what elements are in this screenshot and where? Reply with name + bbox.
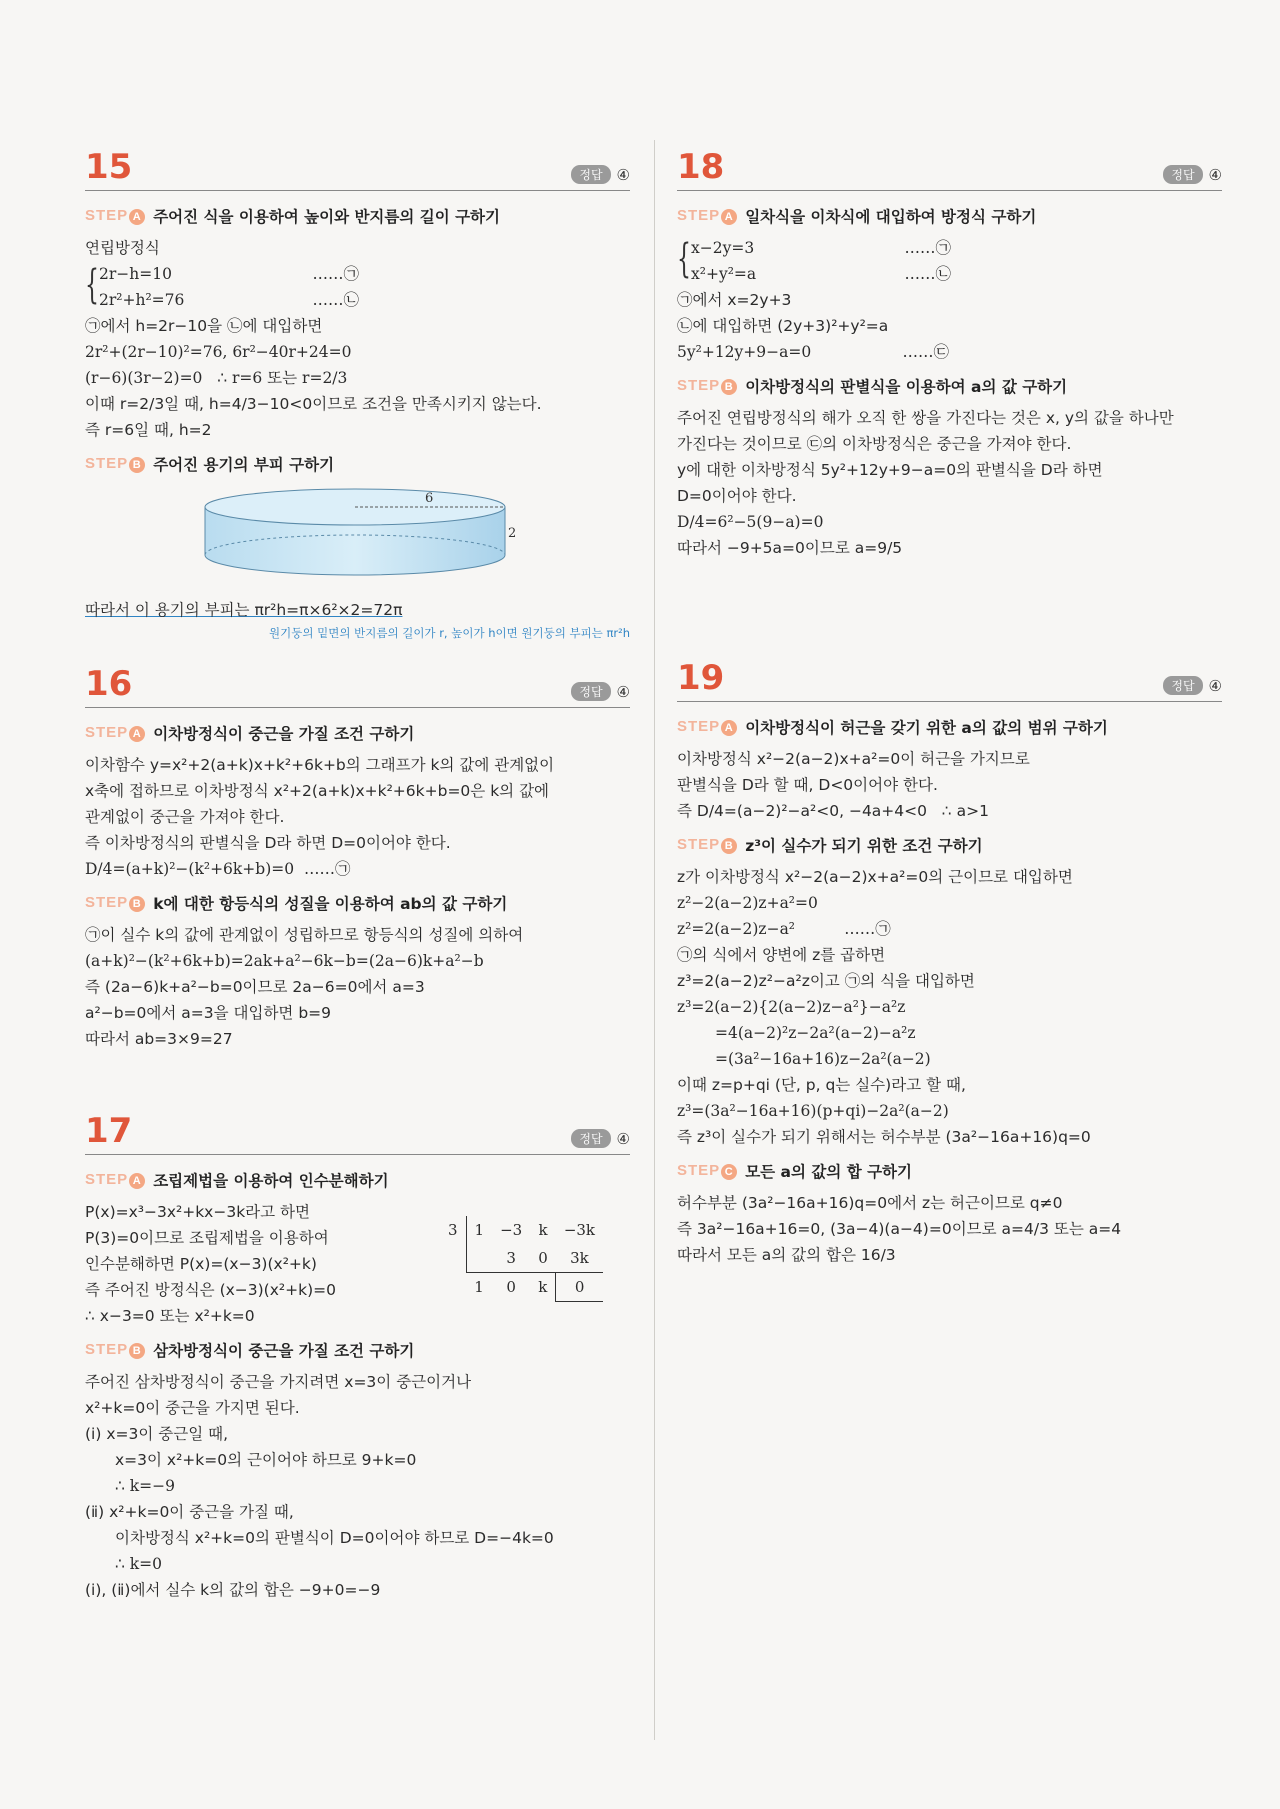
step-a [677, 716, 1222, 738]
step-title: 모든 a의 값의 합 구하기 [745, 1163, 912, 1181]
text-line: 연립방정식 [85, 239, 160, 257]
step-title: z³이 실수가 되기 위한 조건 구하기 [745, 837, 983, 855]
problem-17 [85, 1104, 630, 1603]
answer [571, 165, 630, 184]
text-line: 따라서 이 용기의 부피는 πr²h=π×6²×2=72π [85, 601, 403, 619]
text-line: 허수부분 (3a²−16a+16)q=0에서 z는 허근이므로 q≠0 [677, 1194, 1063, 1212]
text-line: D/4=(a+k)²−(k²+6k+b)=0 ……㉠ [85, 860, 351, 878]
cell: 3k [556, 1244, 603, 1273]
text-line: 즉 주어진 방정식은 (x−3)(x²+k)=0 [85, 1281, 336, 1299]
problem-number: 15 [85, 147, 133, 187]
step-tag: STEP B [85, 894, 145, 912]
equation: x²+y²=a [691, 265, 757, 283]
step-b [677, 375, 1222, 397]
text-line: ㉡에 대입하면 (2y+3)²+y²=a [677, 317, 889, 335]
text-line: 즉 (2a−6)k+a²−b=0이므로 2a−6=0에서 a=3 [85, 978, 425, 996]
step-tag: STEP B [677, 836, 737, 854]
remainder-cell: 0 [556, 1273, 603, 1302]
text-line: 따라서 −9+5a=0이므로 a=9/5 [677, 539, 903, 557]
text-line: (ⅰ), (ⅱ)에서 실수 k의 값의 합은 −9+0=−9 [85, 1581, 381, 1599]
height-label: 2 [508, 526, 517, 541]
text-line: 이차함수 y=x²+2(a+k)x+k²+6k+b의 그래프가 k의 값에 관계없이 [85, 756, 555, 774]
step-tag: STEP A [677, 207, 737, 225]
answer-value: ④ [1208, 165, 1222, 184]
text-line: z가 이차방정식 x²−2(a−2)x+a²=0의 근이므로 대입하면 [677, 868, 1073, 886]
text-line: D=0이어야 한다. [677, 487, 797, 505]
step-tag: STEP A [677, 718, 737, 736]
answer [1163, 676, 1222, 695]
text-line: x축에 접하므로 이차방정식 x²+2(a+k)x+k²+6k+b=0은 k의 값에 [85, 782, 550, 800]
text-line: 관계없이 중근을 가져야 한다. [85, 808, 285, 826]
step-tag: STEP C [677, 1162, 737, 1180]
answer-badge: 정답 [571, 165, 610, 184]
step-title: 조립제법을 이용하여 인수분해하기 [153, 1172, 389, 1190]
problem-number: 16 [85, 664, 133, 704]
text-line: P(x)=x³−3x²+kx−3k라고 하면 [85, 1203, 311, 1221]
answer-badge: 정답 [571, 1129, 610, 1148]
cylinder-figure [200, 485, 630, 589]
step-b [85, 453, 630, 475]
cell: k [530, 1273, 556, 1302]
equation-tag: ……㉠ [904, 239, 951, 257]
answer-value: ④ [616, 682, 630, 701]
equation-system [85, 261, 630, 313]
step-title: 주어진 식을 이용하여 높이와 반지름의 길이 구하기 [153, 208, 500, 226]
step-b [85, 892, 630, 914]
cell: 3 [492, 1244, 530, 1273]
text-line: 즉 z³이 실수가 되기 위해서는 허수부분 (3a²−16a+16)q=0 [677, 1128, 1091, 1146]
formula-note: 원기둥의 밑면의 반지름의 길이가 r, 높이가 h이면 원기둥의 부피는 πr²h [269, 626, 630, 640]
text-line: ㉠의 식에서 양변에 z를 곱하면 [677, 946, 886, 964]
text-line: x²+k=0이 중근을 가지면 된다. [85, 1399, 300, 1417]
radius-label: 6 [425, 491, 434, 506]
text-line: 즉 3a²−16a+16=0, (3a−4)(a−4)=0이므로 a=4/3 또는 a=4 [677, 1220, 1122, 1238]
step-a [85, 1169, 630, 1191]
step-tag: STEP B [85, 1341, 145, 1359]
answer-badge: 정답 [1163, 165, 1202, 184]
answer-badge: 정답 [1163, 676, 1202, 695]
cell: 0 [506, 1278, 516, 1297]
answer-value: ④ [616, 1129, 630, 1148]
equation: x−2y=3 [691, 239, 755, 257]
step-tag: STEP A [85, 724, 145, 742]
text-line: ㉠에서 h=2r−10을 ㉡에 대입하면 [85, 317, 323, 335]
equation: 2r−h=10 [99, 265, 172, 283]
problem-number: 18 [677, 147, 725, 187]
divisor: 3 [440, 1216, 466, 1244]
text-line: D/4=6²−5(9−a)=0 [677, 513, 824, 531]
answer [571, 682, 630, 701]
step-title: 주어진 용기의 부피 구하기 [153, 456, 335, 474]
step-title: k에 대한 항등식의 성질을 이용하여 ab의 값 구하기 [153, 895, 508, 913]
equation: 2r²+h²=76 [99, 291, 185, 309]
cell: −3 [500, 1221, 523, 1239]
equation-system [677, 235, 1222, 287]
cell: 0 [530, 1244, 556, 1273]
problem-header [85, 657, 630, 708]
text-line: 즉 이차방정식의 판별식을 D라 하면 D=0이어야 한다. [85, 834, 451, 852]
text-line: =(3a²−16a+16)z−2a²(a−2) [715, 1050, 931, 1068]
text-line: 인수분해하면 P(x)=(x−3)(x²+k) [85, 1255, 317, 1273]
text-line: 즉 r=6일 때, h=2 [85, 421, 212, 439]
answer [571, 1129, 630, 1148]
step-b [85, 1339, 630, 1361]
text-line: 이차방정식 x²−2(a−2)x+a²=0이 허근을 가지므로 [677, 750, 1030, 768]
text-line: (ⅰ) x=3이 중근일 때, [85, 1425, 228, 1443]
step-title: 일차식을 이차식에 대입하여 방정식 구하기 [745, 208, 1037, 226]
text-line: (r−6)(3r−2)=0 ∴ r=6 또는 r=2/3 [85, 369, 348, 387]
step-tag: STEP B [677, 377, 737, 395]
step-title: 이차방정식이 중근을 가질 조건 구하기 [153, 725, 415, 743]
problem-19 [677, 651, 1222, 1268]
text-line: 이때 z=p+qi (단, p, q는 실수)라고 할 때, [677, 1076, 966, 1094]
left-column [85, 140, 630, 1603]
step-tag: STEP A [85, 207, 145, 225]
step-tag: STEP B [85, 455, 145, 473]
text-line: ∴ k=−9 [115, 1477, 176, 1495]
text-line: 5y²+12y+9−a=0 ……㉢ [677, 343, 949, 361]
problem-number: 17 [85, 1111, 133, 1151]
equation-tag: ……㉠ [312, 265, 359, 283]
text-line: P(3)=0이므로 조립제법을 이용하여 [85, 1229, 329, 1247]
step-title: 이차방정식이 허근을 갖기 위한 a의 값의 범위 구하기 [745, 719, 1108, 737]
text-line: 주어진 삼차방정식이 중근을 가지려면 x=3이 중근이거나 [85, 1373, 472, 1391]
synthetic-division-table [440, 1216, 630, 1302]
answer-value: ④ [616, 165, 630, 184]
step-a [85, 205, 630, 227]
text-line: 이차방정식 x²+k=0의 판별식이 D=0이어야 하므로 D=−4k=0 [115, 1529, 554, 1547]
text-line: 판별식을 D라 할 때, D<0이어야 한다. [677, 776, 938, 794]
answer-value: ④ [1208, 676, 1222, 695]
step-c [677, 1160, 1222, 1182]
equation-tag: ……㉡ [904, 265, 951, 283]
step-a [677, 205, 1222, 227]
step-tag: STEP A [85, 1171, 145, 1189]
problem-header [677, 140, 1222, 191]
cell: k [538, 1221, 548, 1239]
right-column [677, 140, 1222, 1268]
text-line: (a+k)²−(k²+6k+b)=2ak+a²−6k−b=(2a−6)k+a²−b [85, 952, 484, 970]
step-b [677, 834, 1222, 856]
column-divider [654, 140, 655, 1740]
text-line: 따라서 ab=3×9=27 [85, 1030, 233, 1048]
step-title: 이차방정식의 판별식을 이용하여 a의 값 구하기 [745, 378, 1068, 396]
brace-glyph: { [85, 262, 99, 308]
text-line: 2r²+(2r−10)²=76, 6r²−40r+24=0 [85, 343, 352, 361]
text-line: 이때 r=2/3일 때, h=4/3−10<0이므로 조건을 만족시키지 않는다. [85, 395, 542, 413]
text-line: ∴ x−3=0 또는 x²+k=0 [85, 1307, 255, 1325]
problem-number: 19 [677, 658, 725, 698]
problem-header [85, 1104, 630, 1155]
text-line: z³=(3a²−16a+16)(p+qi)−2a²(a−2) [677, 1102, 949, 1120]
text-line: z³=2(a−2)z²−a²z이고 ㉠의 식을 대입하면 [677, 972, 975, 990]
cell: 1 [474, 1278, 484, 1297]
text-line: 가진다는 것이므로 ㉢의 이차방정식은 중근을 가져야 한다. [677, 435, 1072, 453]
text-line: y에 대한 이차방정식 5y²+12y+9−a=0의 판별식을 D라 하면 [677, 461, 1103, 479]
problem-15 [85, 140, 630, 641]
step-title: 삼차방정식이 중근을 가질 조건 구하기 [153, 1342, 415, 1360]
text-line: z³=2(a−2){2(a−2)z−a²}−a²z [677, 998, 906, 1016]
text-line: z²−2(a−2)z+a²=0 [677, 894, 818, 912]
text-line: 따라서 모든 a의 값의 합은 16/3 [677, 1246, 896, 1264]
problem-header [677, 651, 1222, 702]
text-line: ㉠에서 x=2y+3 [677, 291, 792, 309]
text-line: ∴ k=0 [115, 1555, 163, 1573]
text-line: (ⅱ) x²+k=0이 중근을 가질 때, [85, 1503, 294, 1521]
cell [466, 1244, 492, 1273]
text-line: a²−b=0에서 a=3을 대입하면 b=9 [85, 1004, 332, 1022]
cell: 1 [474, 1221, 485, 1239]
step-a [85, 722, 630, 744]
text-line: =4(a−2)²z−2a²(a−2)−a²z [715, 1024, 916, 1042]
problem-18 [677, 140, 1222, 561]
brace-glyph: { [677, 236, 691, 282]
cell: −3k [563, 1221, 596, 1239]
answer [1163, 165, 1222, 184]
text-line: 즉 D/4=(a−2)²−a²<0, −4a+4<0 ∴ a>1 [677, 802, 989, 820]
text-line: ㉠이 실수 k의 값에 관계없이 성립하므로 항등식의 성질에 의하여 [85, 926, 524, 944]
text-line: 주어진 연립방정식의 해가 오직 한 쌍을 가진다는 것은 x, y의 값을 하나만 [677, 409, 1174, 427]
answer-badge: 정답 [571, 682, 610, 701]
problem-16 [85, 657, 630, 1052]
problem-header [85, 140, 630, 191]
text-line: z²=2(a−2)z−a² ……㉠ [677, 920, 891, 938]
equation-tag: ……㉡ [312, 291, 359, 309]
text-line: x=3이 x²+k=0의 근이어야 하므로 9+k=0 [115, 1451, 417, 1469]
